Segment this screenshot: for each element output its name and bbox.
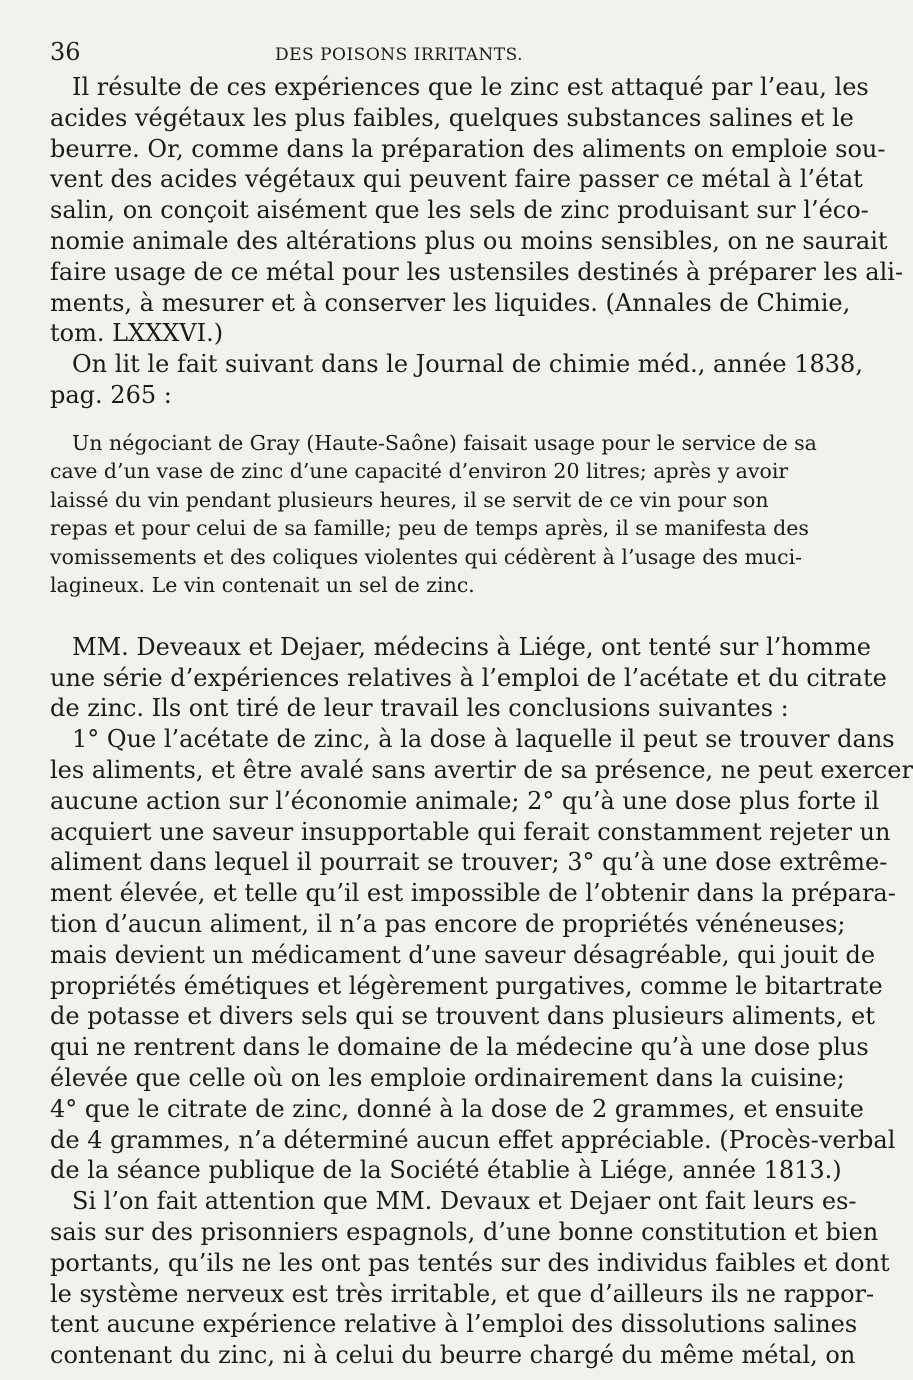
quote-line: Un négociant de Gray (Haute-Saône) faisait usage pour le service de sa <box>72 430 817 455</box>
text-line: pag. 265 : <box>50 380 172 409</box>
text-line: salin, on conçoit aisément que les sels de zinc produisant sur l’éco- <box>50 196 869 225</box>
quote-line: repas et pour celui de sa famille; peu de temps après, il se manifesta des <box>50 516 809 541</box>
text-line: qui ne rentrent dans le domaine de la médecine qu’à une dose plus <box>50 1033 869 1062</box>
text-line: acides végétaux les plus faibles, quelques substances salines et le <box>50 103 854 132</box>
text-line: les aliments, et être avalé sans avertir de sa présence, ne peut exercer <box>50 755 913 784</box>
paragraph-3 <box>50 632 887 724</box>
text-line: ments, à mesurer et à conserver les liquides. (Annales de Chimie, <box>50 288 851 317</box>
quote-line: laissé du vin pendant plusieurs heures, il se servit de ce vin pour son <box>50 487 769 512</box>
text-line: ment élevée, et telle qu’il est impossible de l’obtenir dans la prépara- <box>50 879 896 908</box>
text-line: beurre. Or, comme dans la préparation des aliments on emploie sou- <box>50 134 886 163</box>
text-line: contenant du zinc, ni à celui du beurre chargé du même métal, on <box>50 1341 856 1370</box>
text-line: sais sur des prisonniers espagnols, d’une bonne constitution et bien <box>50 1217 879 1246</box>
text-line: une série d’expériences relatives à l’emploi de l’acétate et du citrate <box>50 663 887 692</box>
text-line: de zinc. Ils ont tiré de leur travail les conclusions suivantes : <box>50 694 789 723</box>
page-number: 36 <box>50 38 81 66</box>
text-line: nomie animale des altérations plus ou moins sensibles, on ne saurait <box>50 226 888 255</box>
paragraph-5 <box>50 1186 890 1371</box>
text-line: tent aucune expérience relative à l’emploi des dissolutions salines <box>50 1310 858 1339</box>
text-line: de 4 grammes, n’a déterminé aucun effet appréciable. (Procès-verbal <box>50 1125 896 1154</box>
text-line: aucune action sur l’économie animale; 2° qu’à une dose plus forte il <box>50 786 880 815</box>
text-line: faire usage de ce métal pour les ustensiles destinés à préparer les ali- <box>50 257 904 286</box>
paragraph-1 <box>50 72 904 349</box>
text-line: 1° Que l’acétate de zinc, à la dose à laquelle il peut se trouver dans <box>72 725 895 754</box>
text-line: de la séance publique de la Société établie à Liége, année 1813.) <box>50 1156 842 1185</box>
text-line: On lit le fait suivant dans le Journal de chimie méd., année 1838, <box>72 350 863 379</box>
text-line: MM. Deveaux et Dejaer, médecins à Liége, ont tenté sur l’homme <box>72 632 871 661</box>
text-line: élevée que celle où on les emploie ordinairement dans la cuisine; <box>50 1063 845 1092</box>
text-line: Il résulte de ces expériences que le zinc est attaqué par l’eau, les <box>72 73 869 101</box>
running-title: DES POISONS IRRITANTS. <box>275 45 524 65</box>
paragraph-2 <box>50 349 863 411</box>
text-line: tion d’aucun aliment, il n’a pas encore de propriétés vénéneuses; <box>50 909 846 938</box>
text-line: 4° que le citrate de zinc, donné à la dose de 2 grammes, et ensuite <box>50 1094 864 1123</box>
text-line: Si l’on fait attention que MM. Devaux et Dejaer ont fait leurs es- <box>72 1187 857 1216</box>
text-line: de potasse et divers sels qui se trouvent dans plusieurs aliments, et <box>50 1002 875 1031</box>
text-line: tom. LXXXVI.) <box>50 319 224 348</box>
text-line: vent des acides végétaux qui peuvent faire passer ce métal à l’état <box>50 165 863 194</box>
quote-line: cave d’un vase de zinc d’une capacité d’environ 20 litres; après y avoir <box>50 459 789 484</box>
quote-line: lagineux. Le vin contenait un sel de zinc. <box>50 573 475 598</box>
text-line: acquiert une saveur insupportable qui ferait constamment rejeter un <box>50 817 891 846</box>
text-line: le système nerveux est très irritable, et que d’ailleurs ils ne rappor- <box>50 1279 875 1308</box>
text-line: aliment dans lequel il pourrait se trouver; 3° qu’à une dose extrême- <box>50 848 888 877</box>
text-line: mais devient un médicament d’une saveur désagréable, qui jouit de <box>50 940 876 969</box>
page-header <box>50 38 750 68</box>
text-line: propriétés émétiques et légèrement purgatives, comme le bitartrate <box>50 971 883 1000</box>
text-line: portants, qu’ils ne les ont pas tentés sur des individus faibles et dont <box>50 1248 890 1277</box>
quote-line: vomissements et des coliques violentes qui cédèrent à l’usage des muci- <box>50 544 803 569</box>
quoted-case <box>50 429 817 600</box>
paragraph-4 <box>50 724 913 1186</box>
